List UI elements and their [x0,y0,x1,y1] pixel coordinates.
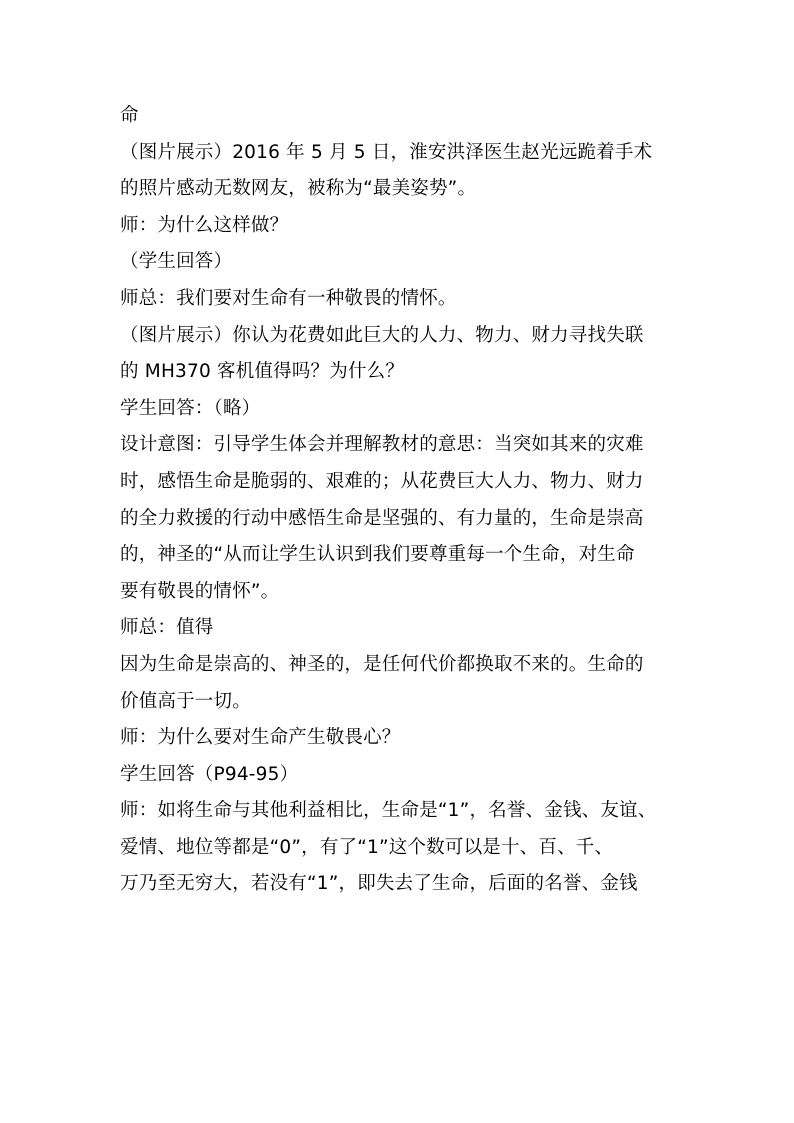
text-line: 师：为什么要对生命产生敬畏心？ [120,727,401,749]
text-line: 要有敬畏的情怀”。 [120,580,280,602]
text-line: 学生回答（P94-95） [120,763,299,785]
text-line: 价值高于一切。 [120,690,251,712]
text-line: （图片展示）2016 年 5 月 5 日，淮安洪泽医生赵光远跪着手术 [120,141,653,163]
text-line: 爱情、地位等都是“0”，有了“1”这个数可以是十、百、千、 [120,836,614,858]
text-line: 师总：我们要对生命有一种敬畏的情怀。 [120,287,457,309]
text-line: 的，神圣的“从而让学生认识到我们要尊重每一个生命，对生命 [120,544,635,566]
text-line: 师总：值得 [120,617,214,639]
text-line: 因为生命是崇高的、神圣的，是任何代价都换取不来的。生命的 [120,653,644,675]
text-line: 师：如将生命与其他利益相比，生命是“1”，名誉、金钱、友谊、 [120,800,657,822]
text-line: 命 [120,105,139,126]
text-line: 时，感悟生命是脆弱的、艰难的；从花费巨大人力、物力、财力 [120,470,644,492]
text-line: 万乃至无穷大，若没有“1”，即失去了生命，后面的名誉、金钱 [120,873,638,895]
text-line: 的照片感动无数网友，被称为“最美姿势”。 [120,178,477,200]
document-body [120,98,680,903]
text-line: （学生回答） [120,251,233,273]
text-line: 的全力救援的行动中感悟生命是坚强的、有力量的，生命是崇高 [120,507,644,529]
text-line: 学生回答：（略） [120,397,261,419]
text-line: （图片展示）你认为花费如此巨大的人力、物力、财力寻找失联 [120,324,644,346]
text-line: 师：为什么这样做？ [120,214,289,236]
text-line: 设计意图：引导学生体会并理解教材的意思：当突如其来的灾难 [120,434,644,456]
text-line: 的 MH370 客机值得吗？为什么？ [120,361,405,383]
